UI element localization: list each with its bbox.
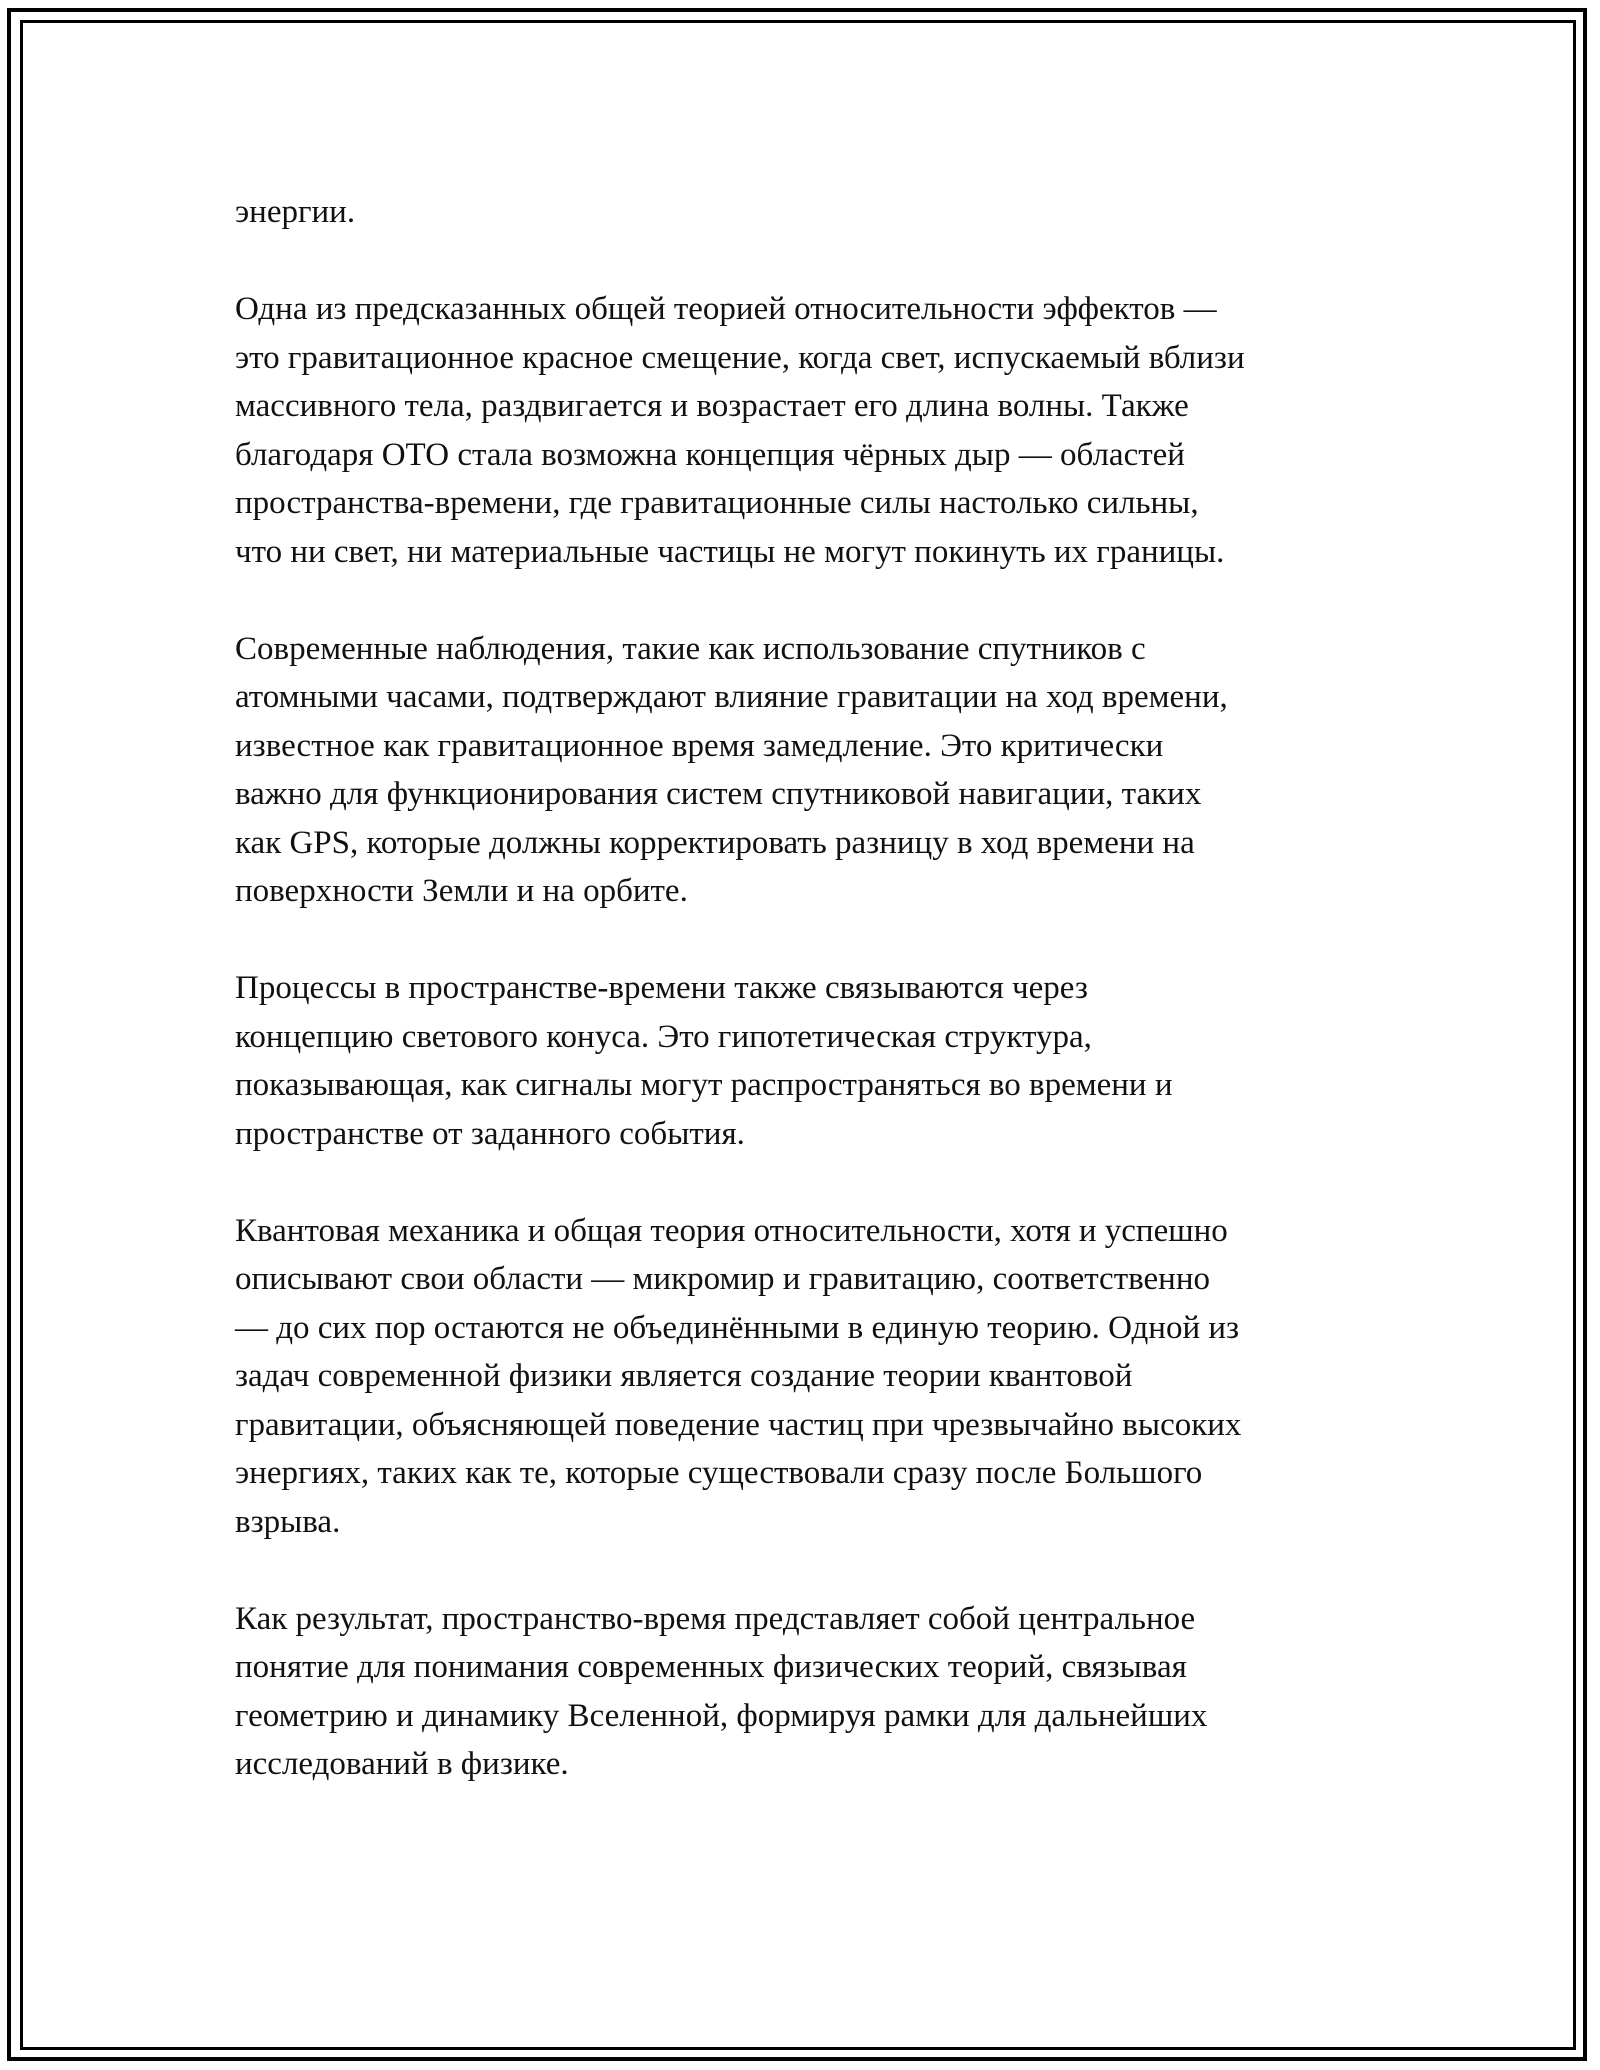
text-line: известное как гравитационное время замедление. Это критически [235, 727, 1164, 764]
text-line: что ни свет, ни материальные частицы не могут покинуть их границы. [235, 533, 1225, 570]
text-line: гравитации, объясняющей поведение частиц при чрезвычайно высоких [235, 1406, 1242, 1443]
text-line: энергии. [235, 194, 356, 230]
text-line: это гравитационное красное смещение, когда свет, испускаемый вблизи [235, 339, 1245, 376]
text-line: пространстве от заданного события. [235, 1115, 745, 1152]
text-line: важно для функционирования систем спутниковой навигации, таких [235, 776, 1202, 812]
text-line: Как результат, пространство-время представляет собой центральное [235, 1600, 1196, 1637]
text-line: взрыва. [235, 1503, 341, 1540]
text-line: Одна из предсказанных общей теорией относительности эффектов — [235, 291, 1217, 327]
paragraph-continuation [235, 188, 1435, 237]
text-line: показывающая, как сигналы могут распространяться во времени и [235, 1067, 1173, 1103]
text-line: задач современной физики является создание теории квантовой [235, 1358, 1133, 1394]
text-line: благодаря ОТО стала возможна концепция чёрных дыр — областей [235, 436, 1185, 473]
paragraph-gravitational-redshift [235, 285, 1435, 576]
text-line: концепцию светового конуса. Это гипотетическая структура, [235, 1018, 1092, 1055]
paragraph-conclusion [235, 1595, 1435, 1789]
text-line: как GPS, которые должны корректировать разницу в ход времени на [235, 824, 1195, 861]
text-line: исследований в физике. [235, 1746, 569, 1782]
text-line: — до сих пор остаются не объединёнными в единую теорию. Одной из [235, 1309, 1240, 1346]
paragraph-light-cone [235, 964, 1435, 1158]
text-line: описывают свои области — микромир и гравитацию, соответственно [235, 1261, 1210, 1297]
text-line: энергиях, таких как те, которые существовали сразу после Большого [235, 1455, 1203, 1491]
text-line: поверхности Земли и на орбите. [235, 873, 688, 909]
text-line: атомными часами, подтверждают влияние гравитации на ход времени, [235, 679, 1228, 715]
text-line: понятие для понимания современных физических теорий, связывая [235, 1649, 1187, 1685]
text-line: Квантовая механика и общая теория относительности, хотя и успешно [235, 1212, 1228, 1249]
text-line: геометрию и динамику Вселенной, формируя рамки для дальнейших [235, 1697, 1208, 1734]
paragraph-time-dilation [235, 625, 1435, 916]
paragraph-quantum-gravity [235, 1207, 1435, 1547]
text-line: пространства-времени, где гравитационные силы настолько сильны, [235, 485, 1199, 521]
text-line: Современные наблюдения, такие как использование спутников с [235, 630, 1146, 667]
text-line: массивного тела, раздвигается и возрастает его длина волны. Также [235, 388, 1189, 424]
document-body [235, 188, 1435, 1837]
text-line: Процессы в пространстве-времени также связываются через [235, 970, 1088, 1006]
